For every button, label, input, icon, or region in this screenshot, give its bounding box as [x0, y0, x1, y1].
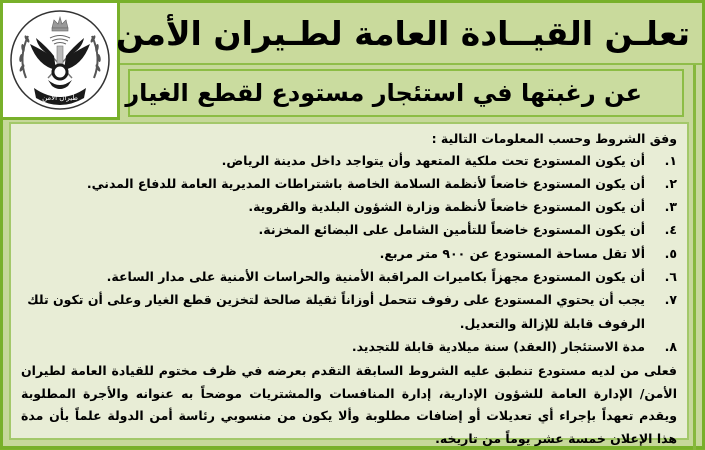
- condition-item: [21, 149, 677, 172]
- condition-item: [21, 172, 677, 195]
- svg-text:طيران الأمن: طيران الأمن: [42, 94, 78, 102]
- condition-number: ١.: [664, 152, 677, 168]
- condition-text: أن يكون المستودع تحت ملكية المتعهد وأن يتواجد داخل مدينة الرياض.: [221, 152, 645, 168]
- condition-text: أن يكون المستودع مجهزاً بكاميرات المراقبة الأمنية والحراسات الأمنية على مدار الساعة.: [106, 268, 645, 284]
- condition-number: ٥.: [664, 245, 677, 261]
- condition-text: أن يكون المستودع خاضعاً لأنظمة السلامة الخاصة باشتراطات المديرية العامة للدفاع المدني.: [86, 175, 645, 191]
- condition-item: [21, 195, 677, 218]
- condition-number: ٨.: [664, 338, 677, 354]
- condition-number: ٤.: [664, 222, 677, 238]
- conditions-intro: وفق الشروط وحسب المعلومات التالية :: [431, 131, 677, 146]
- security-aviation-emblem-icon: [8, 8, 112, 112]
- condition-item: [21, 218, 677, 241]
- condition-item: [21, 335, 677, 358]
- condition-number: ٧.: [664, 292, 677, 308]
- closing-paragraph: فعلى من لديه مستودع تنطبق عليه الشروط السابقة التقدم بعرضه في ظرف مختوم للقيادة العامة لطيران الأمن/ الإدارة العامة للشؤون الإدارية، إدارة المنافسات والمشتريات موضحاً به عنوانه والأجرة المطلوبة ويقدم تعهداً بإجراء أي تعديلات أو إضافات مطلوبة وألا يكون من منسوبي رئاسة أمن الدولة علماً بأن مدة هذا الإعلان خمسة عشر يوماً من تاريخه.: [21, 363, 677, 446]
- condition-text: أن يكون المستودع خاضعاً لأنظمة وزارة الشؤون البلدية والقروية.: [248, 199, 645, 215]
- conditions-list: [21, 149, 677, 359]
- condition-text: ألا تقل مساحة المستودع عن ٩٠٠ متر مربع.: [379, 245, 645, 261]
- logo-box: [3, 3, 120, 120]
- condition-number: ٢.: [664, 175, 677, 191]
- title-banner: [115, 3, 702, 65]
- decorative-strip: [693, 65, 696, 450]
- condition-text: مدة الاستئجار (العقد) سنة ميلادية قابلة للتجديد.: [351, 338, 645, 354]
- condition-text: يجب أن يحتوي المستودع على رفوف تتحمل أوزاناً ثقيلة صالحة لتخزين قطع الغيار وعلى أن تكون تلك الرفوف قابلة للإزالة والتعديل.: [27, 292, 645, 331]
- ad-body: [9, 122, 689, 446]
- condition-number: ٦.: [664, 268, 677, 284]
- ad-title: تعلـن القيــادة العامة لطـيران الأمن: [115, 13, 690, 53]
- condition-item: [21, 265, 677, 288]
- condition-item: [21, 288, 677, 335]
- condition-item: [21, 242, 677, 265]
- condition-number: ٣.: [664, 199, 677, 215]
- subtitle-banner: [125, 69, 684, 117]
- ad-subtitle: عن رغبتها في استئجار مستودع لقطع الغيار: [125, 79, 642, 107]
- condition-text: أن يكون المستودع خاضعاً للتأمين الشامل على البضائع المخزنة.: [258, 222, 645, 238]
